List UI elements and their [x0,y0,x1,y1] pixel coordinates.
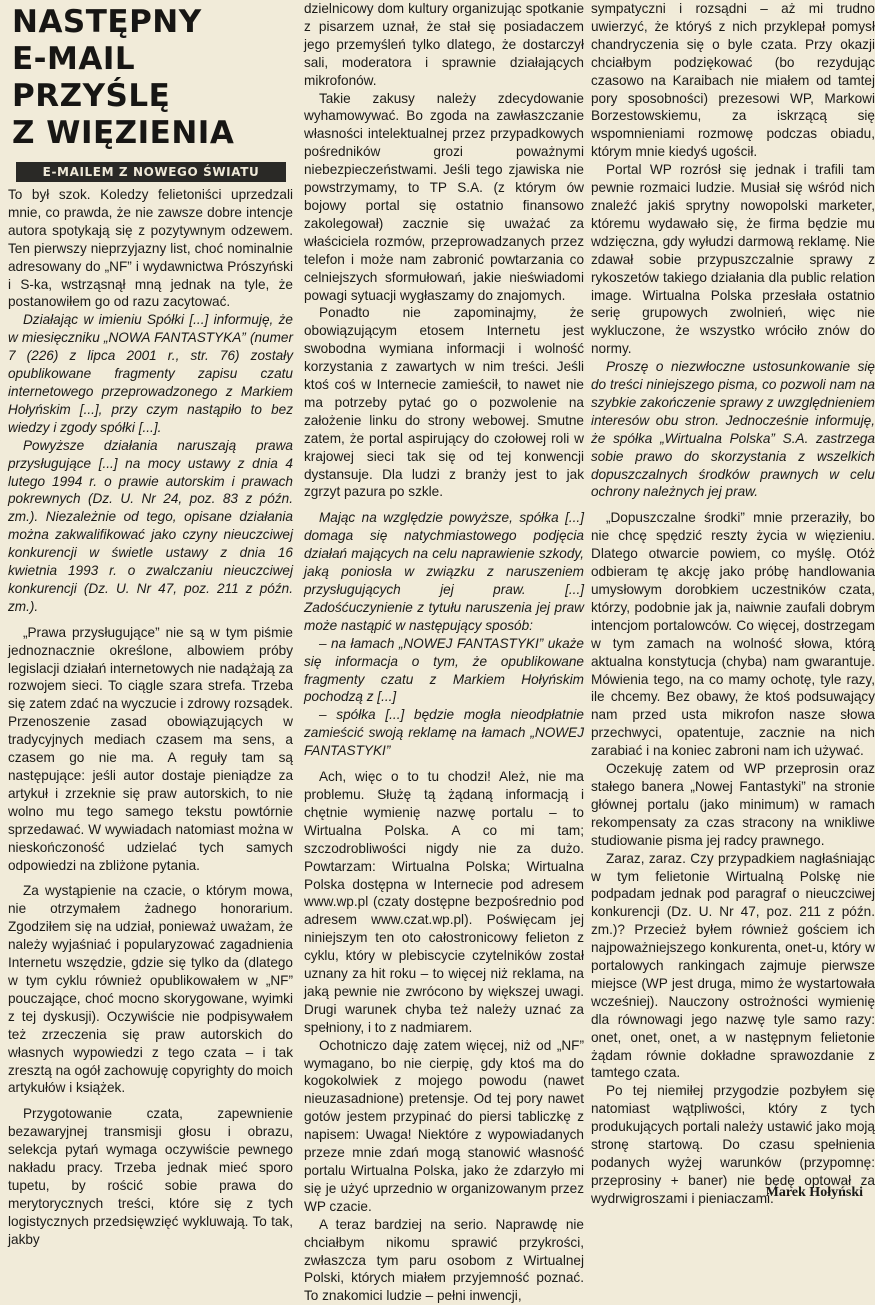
column-2-text [304,0,584,1305]
quoted-letter-paragraph: – na łamach „NOWEJ FANTASTYKI” ukaże się informacja o tym, że opublikowane fragmenty czatu z Markiem Hołyńskim pochodzą z [...] [304,635,584,705]
paragraph: Oczekuję zatem od WP przeprosin oraz stałego banera „Nowej Fantastyki” na stronie głównej portalu (jako minimum) w ramach rekompensaty za czas stracony na wnikliwe studiowanie pisma jej radcy prawnego. [591,761,875,848]
quoted-letter-paragraph: Mając na względzie powyższe, spółka [...] domaga się natychmiastowego podjęcia działań mających na celu naprawienie szkody, jaką poniosła w związku z naruszeniem przysługujących jej praw. [...] Zadośćuczynienie z tytułu naruszenia jej praw może nastąpić w następujący sposób: [304,510,584,633]
column-3 [591,0,875,1209]
paragraph: Ochotniczo daję zatem więcej, niż od „NF” wymagano, bo nie cierpię, gdy ktoś ma do kogokolwiek z mojego powodu (nawet nieuzasadnione) pretensje. Od tej pory nawet gotów jestem przypinać do piersi tabliczkę z napisem: Uwaga! Niektóre z wypowiadanych przeze mnie zdań mogą stanowić własność portalu Wirtualna Polska, jako że zdarzyło mi się je użyć uprzednio w organizowanym przez WP czacie. [304,1037,584,1214]
paragraph: „Dopuszczalne środki” mnie przeraziły, bo nie chcę spędzić reszty życia w więzieniu. Dlatego otwarcie powiem, co myślę. Otóż odbieram tę akcję jako próbę handlowania umysłowym dorobkiem uczestników czata, którzy, podobnie jak ja, naiwnie zaufali dobrym intencjom portalowców. Co więcej, dostrzegam w tym zamach na wolność słowa, którą aktualna konstytucja (chyba) nam gwarantuje. Mówienia tego, na co mamy ochotę, tyle razy, ile chcemy. Bez obawy, że ktoś podsuwający nam przed usta mikrofon nasze słowa przechwyci, opatentuje, zacznie na nich zarabiać i na koniec zabroni nam ich używać. [591,510,875,759]
headline-line: NASTĘPNY [12,4,202,40]
paragraph: A teraz bardziej na serio. Naprawdę nie chciałbym nikomu sprawić przykrości, zwłaszcza tym paru osobom z Wirtualnej Polski, których miałem przyjemność poznać. To znakomici ludzie – pełni inwencji, [304,1216,584,1304]
column-1-text [8,186,293,1249]
column-1 [8,0,293,1247]
paragraph: Ponadto nie zapominajmy, że obowiązującym etosem Internetu jest swobodna wymiana informacji i wolność korzystania z zawartych w nim treści. Jeśli ktoś coś w Internecie zamieścił, to nawet nie ma potrzeby pytać go o pozwolenie na założenie linku do strony webowej. Smutne zatem, że portal aspirujący do czołowej roli w krajowej sieci tak się od tej konwencji dystansuje. Dla ludzi z branży jest to jak zgrzyt pazura po szkle. [304,305,584,500]
paragraph: Przygotowanie czata, zapewnienie bezawaryjnej transmisji głosu i obrazu, selekcja pytań wymaga oczywiście pewnego nakładu pracy. Trzeba jednak mieć sporo tupetu, by rościć sobie prawa do merytorycznych treści, które się z tych logistycznych przedsięwzięć wykluwają. To tak, jakby [8,1106,293,1247]
column-3-text [591,0,875,1208]
quoted-letter-paragraph: Powyższe działania naruszają prawa przysługujące [...] na mocy ustawy z dnia 4 lutego 1994 r. o prawie autorskim i prawach pokrewnych (Dz. U. Nr 24, poz. 83 z późn. zm.). Niezależnie od tego, opisane działania można zakwalifikować jako czyny nieuczciwej konkurencji w świetle ustawy z dnia 16 kwietnia 1993 r. o zwalczaniu nieuczciwej konkurencji (Dz. U. Nr 47, poz. 211 z późn. zm.). [8,437,293,614]
column-2 [304,0,584,1304]
author-signature: Marek Hołyński [765,1185,863,1200]
section-kicker: E-MAILEM Z NOWEGO ŚWIATU [16,162,286,182]
paragraph: Za wystąpienie na czacie, o którym mowa, nie otrzymałem żadnego honorarium. Zgodziłem się na udział, ponieważ uważam, że należy wyjaśniać i popularyzować zagadnienia Internetu wszędzie, gdzie się tylko da (dlatego w tym cyklu również opublikowałem w „NF” pouczające, choć mocno skorygowane, wyimki z tej dyskusji). Oczywiście nie podpisywałem też zrzeczenia się praw autorskich do własnych wypowiedzi z tego czata – i tak zresztą na ogół zachowuję copyrighty do moich artykułów i książek. [8,883,293,1096]
paragraph: To był szok. Koledzy felietoniści uprzedzali mnie, co prawda, że nie zawsze dobre intencje autora spotykają się z pozytywnym odzewem. Ten pierwszy nieprzyjazny list, choć nominalnie adresowany do „NF” i wydawnictwa Prószyński i S-ka, wstrząsnął mną jednak na tyle, że postanowiłem go od razu zacytować. [8,187,293,310]
paragraph: Takie zakusy należy zdecydowanie wyhamowywać. Bo zgoda na zawłaszczanie własności intelektualnej przez przypadkowych pośredników grozi poważnymi niebezpieczeństwami. Jeśli tego zjawiska nie powstrzymamy, to TP S.A. (z którym ów bojowy portal się ostatnio finansowo zakolegował) zacznie się uważać za właściciela rozmów, przeprowadzanych przez telefon i może nam zabronić powtarzania co celniejszych sformułowań, jakie nieświadomi powagi sytuacji wygłaszamy do znajomych. [304,90,584,303]
quoted-letter-paragraph: – spółka [...] będzie mogła nieodpłatnie zamieścić swoją reklamę na łamach „NOWEJ FANTASTYKI” [304,707,584,759]
paragraph: dzielnicowy dom kultury organizując spotkanie z pisarzem uznał, że stał się posiadaczem jego przemyśleń tylko dlatego, że dostarczył sali, moderatora i sprawnie działających mikrofonów. [304,1,584,88]
quoted-letter-paragraph: Działając w imieniu Spółki [...] informuję, że w miesięczniku „NOWA FANTASTYKA” (numer 7 (226) z lipca 2001 r., str. 76) zostały opublikowane fragmenty zapisu czatu internetowego przeprowadzonego z Markiem Hołyńskim [...], przy czym nastąpiło to bez wiedzy i zgody spółki [...]. [8,312,293,435]
quoted-letter-paragraph: Proszę o niezwłoczne ustosunkowanie się do treści niniejszego pisma, co pozwoli nam na szybkie zakończenie sprawy z uwzględnieniem interesów obu stron. Jednocześnie informuję, że spółka „Wirtualna Polska” S.A. zastrzega sobie prawo do skorzystania z wszelkich dopuszczalnych środków prawnych w celu ochrony należnych jej praw. [591,359,875,500]
headline-line: E-MAIL [12,41,136,77]
paragraph: Zaraz, zaraz. Czy przypadkiem nagłaśniając w tym felietonie Wirtualną Polskę nie podpadam jednak pod paragraf o nieuczciwej konkurencji (Dz. U. Nr 47, poz. 211 z późn. zm.)? Przecież byłem również gościem ich najpoważniejszego konkurenta, onet-u, który w portalowych rankingach zajmuje pierwsze miejsce (WP jest druga, mimo że wystartowała wcześniej). Nauczony ostrożności wymienię dla równowagi jego nazwę tyle samo razy: onet, onet, onet, a w następnym felietonie żądam równie dokładne sprawozdanie z tamtego czata. [591,850,875,1081]
paragraph: Ach, więc o to tu chodzi! Ależ, nie ma problemu. Służę tą żądaną informacją i chętnie wymienię nazwę portalu – to Wirtualna Polska. A co mi tam; szczodrobliwości nigdy nie za dużo. Powtarzam: Wirtualna Polska; Wirtualna Polska dostępna w Internecie pod adresem www.wp.pl (czaty dostępne bezpośrednio pod adresem www.czat.wp.pl). Poświęcam jej niniejszym ten oto całostronicowy felieton z cyklu, który w plebiscycie czytelników został uznany za hit roku – to więcej niż reklama, na jaką pewnie nie zwrócono by większej uwagi. Drugi warunek chyba też należy uznać za spełniony, i to z nadmiarem. [304,769,584,1035]
paragraph: „Prawa przysługujące” nie są w tym piśmie jednoznacznie określone, albowiem próby legislacji działań internetowych nie nadążają za rozwojem sieci. To ciągle szara strefa. Trzeba się zatem zdać na wyczucie i zdrowy rozsądek. Przenoszenie zasad obowiązujących w tradycyjnych mediach czasem ma sens, a czasem go nie ma. A reguły tam są następujące: jeśli autor dostaje pieniądze za artykuł i zrzeknie się praw autorskich, to nie wolno mu tego samego tekstu powtórnie sprzedawać. W wywiadach natomiast można w nieskończoność udzielać tych samych odpowiedzi na zbliżone pytania. [8,624,293,873]
headline-line: Z WIĘZIENIA [12,115,235,151]
paragraph: Po tej niemiłej przygodzie pozbyłem się natomiast wątpliwości, który z tych produkujących portali należy ustawić jako moją stronę startową. Do czasu spełnienia podanych wyżej warunków (przypomnę: przeprosiny + baner) nie będę optował za wydrwigroszami i pieniaczami. [591,1083,875,1206]
paragraph: Portal WP rozrósł się jednak i trafili tam pewnie rozmaici ludzie. Musiał się wśród nich znaleźć jakiś sprytny nowopolski marketer, któremu wydawało się, że firma będzie mu wdzięczna, gdy wyłudzi darmową reklamę. Nie zdawał sobie przypuszczalnie sprawy z rykoszetów takiego działania dla public relation image. Wirtualna Polska przesłała ostatnio serię grupowych zwolnień, więc nie wykluczone, że wszystko wróciło znów do normy. [591,162,875,357]
paragraph: sympatyczni i rozsądni – aż mi trudno uwierzyć, że któryś z nich przyklepał pomysł chandryczenia się o byle czata. Przy okazji chciałbym podziękować (bo rezydując czasowo na Karaibach nie miałem od tamtej pory sposobności) prezesowi WP, Markowi Borzestowskiemu, za iskrzącą się wspomnieniami rozmowę podczas obiadu, którym mnie kiedyś ugościł. [591,1,875,160]
headline [12,4,293,152]
headline-line: PRZYŚLĘ [12,78,171,114]
